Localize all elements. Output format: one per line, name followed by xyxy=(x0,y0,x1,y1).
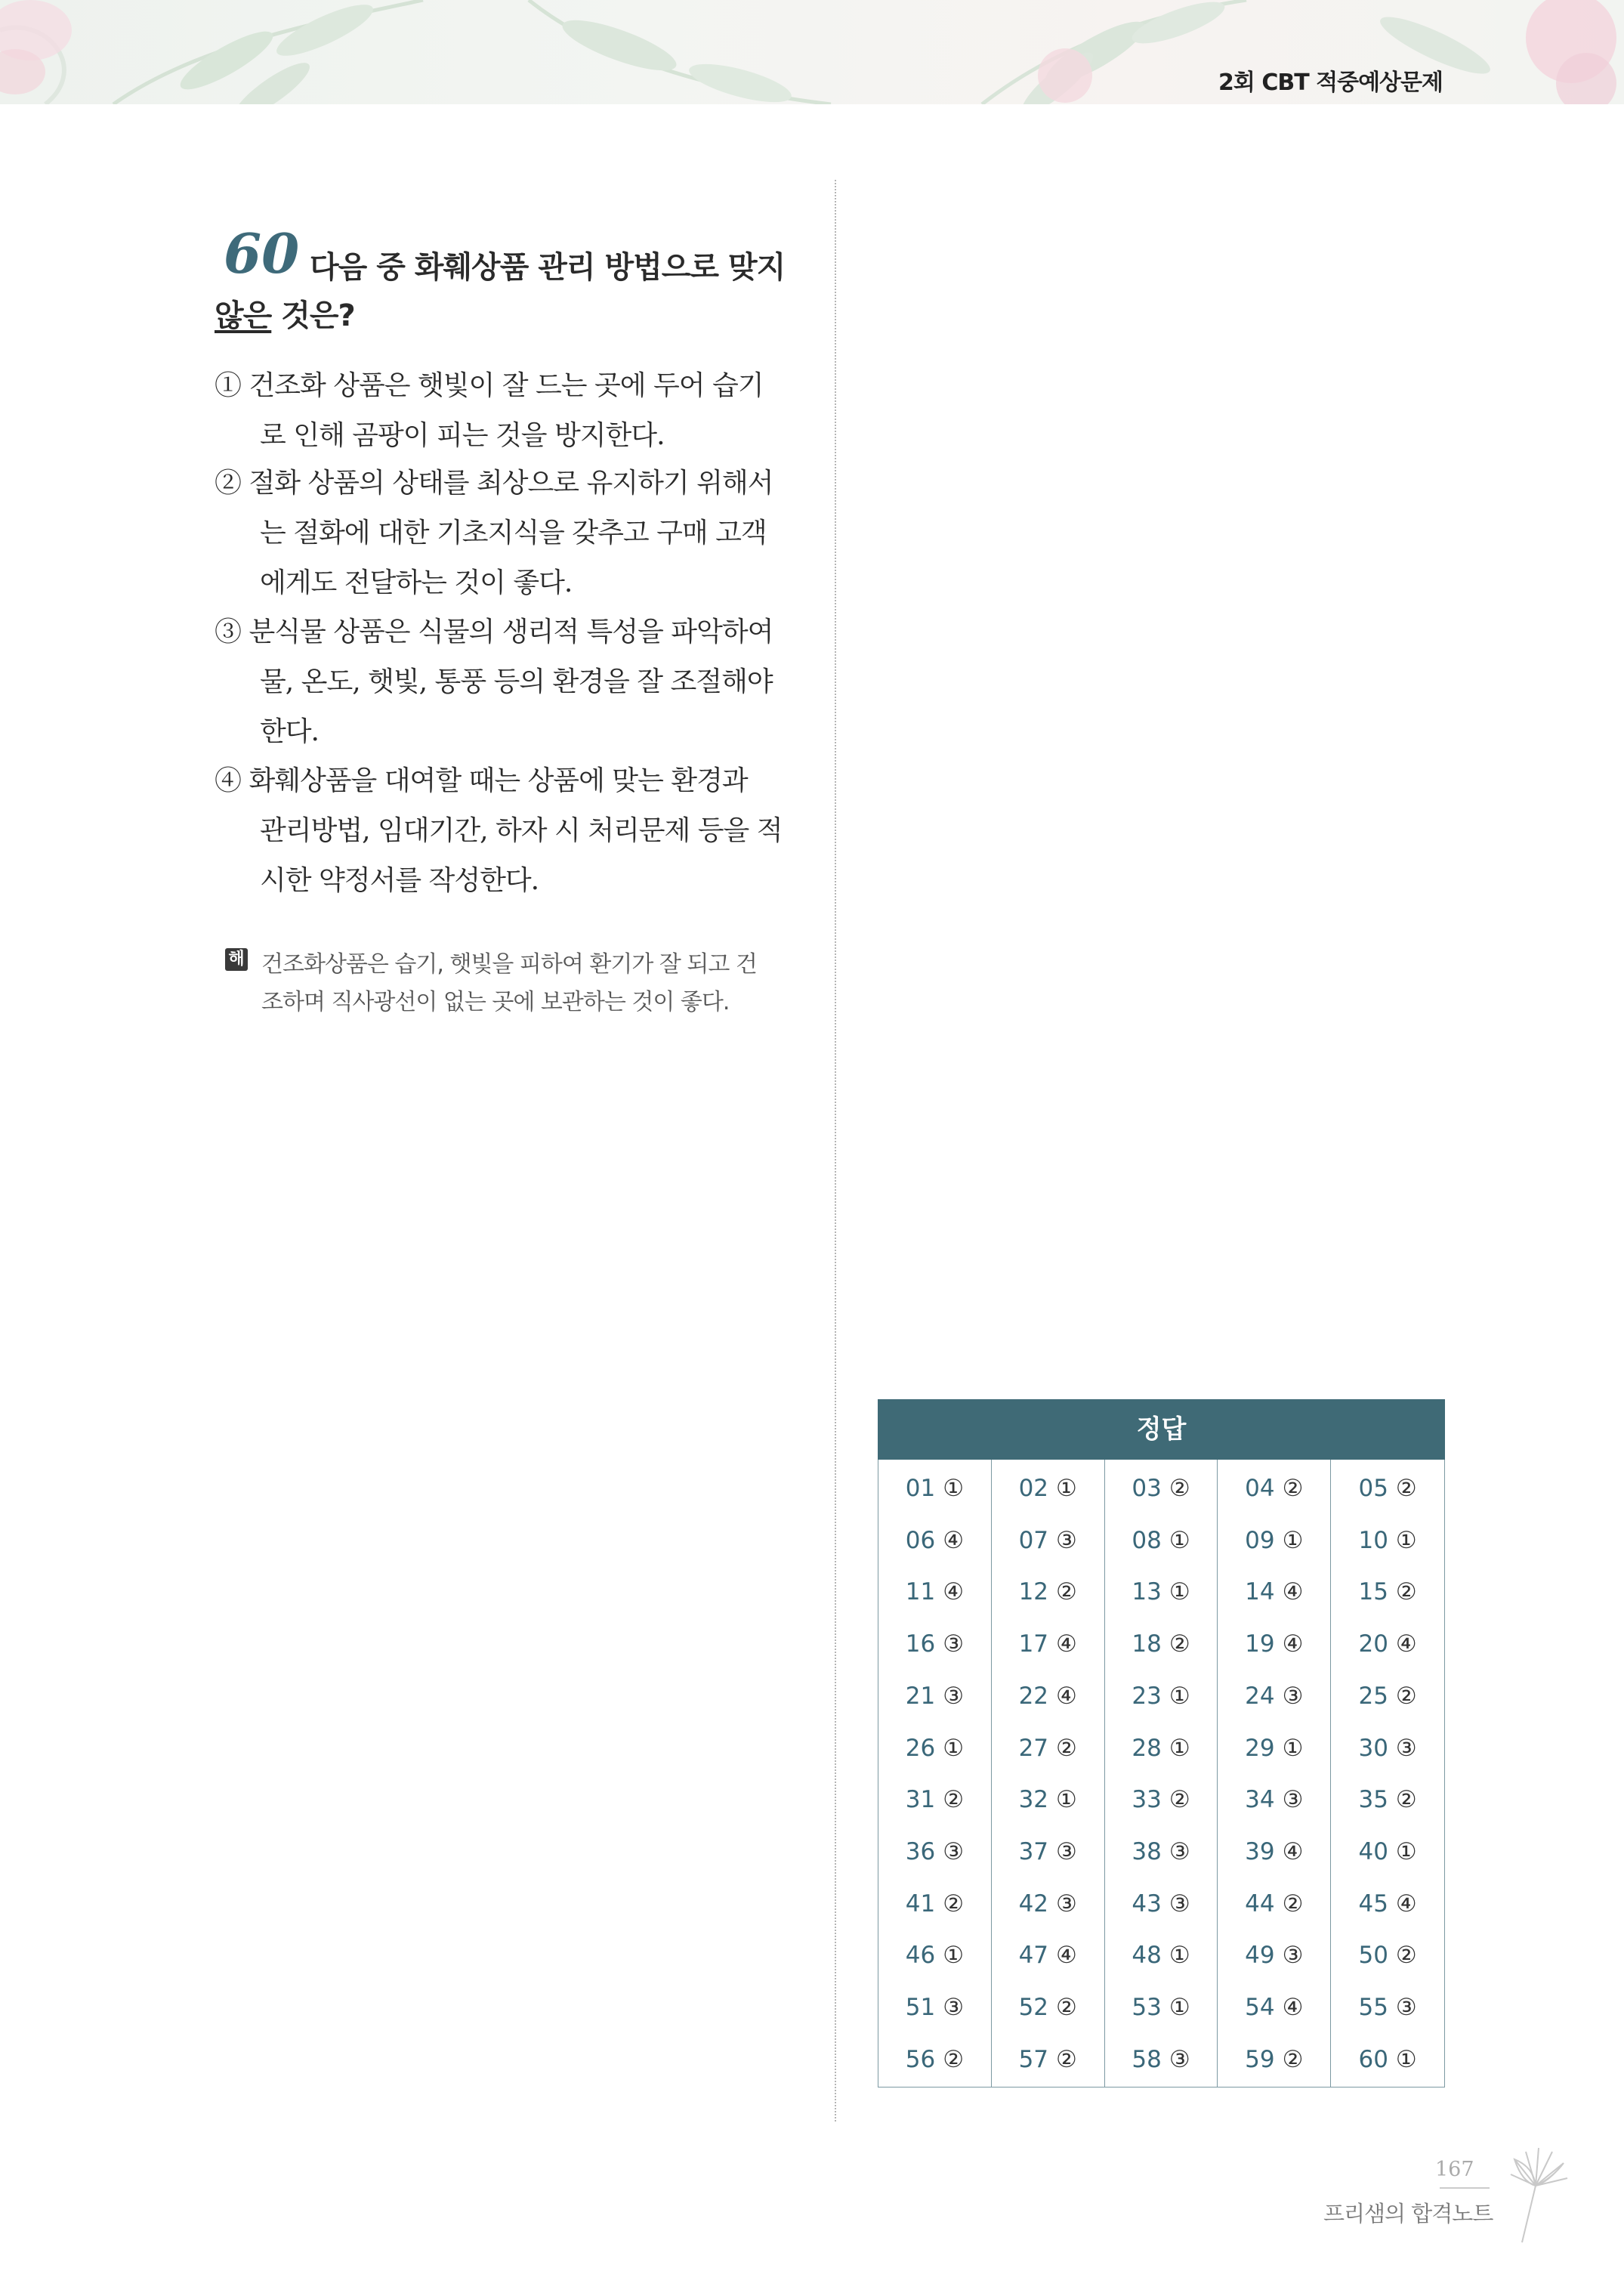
answer-number: 24 xyxy=(1245,1682,1275,1710)
answer-cell xyxy=(992,1735,1104,1762)
answer-choice: ① xyxy=(1282,1526,1304,1554)
answer-choice: ④ xyxy=(1395,1630,1417,1658)
answer-choice: ④ xyxy=(1056,1630,1077,1658)
answer-number: 57 xyxy=(1018,2045,1049,2073)
answer-number: 52 xyxy=(1018,1994,1049,2021)
answer-number: 42 xyxy=(1018,1890,1049,1918)
answer-number: 43 xyxy=(1132,1890,1162,1918)
answer-choice: ① xyxy=(1395,1837,1417,1865)
answer-number: 36 xyxy=(905,1837,936,1865)
option-line: 물, 온도, 햇빛, 통풍 등의 환경을 잘 조절해야 xyxy=(260,666,773,697)
answer-number: 33 xyxy=(1132,1786,1162,1814)
answer-cell xyxy=(1105,1527,1218,1554)
answer-number: 31 xyxy=(905,1786,936,1814)
answer-choice: ③ xyxy=(1395,1994,1417,2021)
answer-cell xyxy=(1105,1994,1218,2021)
answer-cell xyxy=(878,1475,991,1502)
answer-number: 44 xyxy=(1245,1890,1275,1918)
option-line: ④ 화훼상품을 대여할 때는 상품에 맞는 환경과 xyxy=(215,765,748,796)
answer-choice: ② xyxy=(943,1890,965,1918)
answer-number: 47 xyxy=(1018,1942,1049,1970)
answer-cell xyxy=(1218,1890,1330,1918)
answer-cell xyxy=(1218,1735,1330,1762)
page-header-title: 2회 CBT 적중예상문제 xyxy=(1218,70,1443,96)
answer-number: 48 xyxy=(1132,1942,1162,1970)
answer-number: 45 xyxy=(1358,1890,1388,1918)
answer-number: 58 xyxy=(1132,2045,1162,2073)
answer-number: 14 xyxy=(1245,1578,1275,1606)
answer-cell xyxy=(992,1994,1104,2021)
answer-number: 08 xyxy=(1132,1526,1162,1554)
answer-choice: ③ xyxy=(1395,1734,1417,1762)
answer-choice: ② xyxy=(1169,1786,1190,1814)
answer-choice: ② xyxy=(1395,1682,1417,1710)
answer-cell xyxy=(1218,2046,1330,2073)
answer-choice: ① xyxy=(1395,2045,1417,2073)
answer-cell xyxy=(878,1890,991,1918)
explanation-line: 건조화상품은 습기, 햇빛을 피하여 환기가 잘 되고 건 xyxy=(261,951,757,978)
answer-number: 18 xyxy=(1132,1630,1162,1658)
answer-cell xyxy=(1105,1578,1218,1605)
answer-number: 59 xyxy=(1245,2045,1275,2073)
underlined-word: 않은 xyxy=(215,298,272,333)
answer-choice: ② xyxy=(1282,1475,1304,1502)
answer-number: 56 xyxy=(905,2045,936,2073)
answer-choice: ① xyxy=(1282,1734,1304,1762)
answer-number: 38 xyxy=(1132,1837,1162,1865)
option-line: 한다. xyxy=(260,716,319,747)
answer-choice: ② xyxy=(943,2045,965,2073)
answer-number: 27 xyxy=(1018,1734,1049,1762)
answer-choice: ① xyxy=(1169,1682,1190,1710)
answer-cell xyxy=(992,1475,1104,1502)
answer-column xyxy=(992,1460,1105,2087)
question-number: 60 xyxy=(224,221,300,286)
option-line: ③ 분식물 상품은 식물의 생리적 특성을 파악하여 xyxy=(215,617,773,647)
answer-number: 46 xyxy=(905,1942,936,1970)
answer-column xyxy=(1331,1460,1444,2087)
answer-number: 10 xyxy=(1358,1526,1388,1554)
answer-choice: ③ xyxy=(1169,2045,1190,2073)
answer-number: 21 xyxy=(905,1682,936,1710)
flower-icon xyxy=(1492,2144,1582,2250)
answer-number: 40 xyxy=(1358,1837,1388,1865)
answer-cell xyxy=(992,2046,1104,2073)
answer-number: 23 xyxy=(1132,1682,1162,1710)
answer-choice: ② xyxy=(1395,1786,1417,1814)
answer-cell xyxy=(878,1838,991,1865)
answer-cell xyxy=(878,1630,991,1658)
answer-cell xyxy=(1105,1475,1218,1502)
answer-number: 03 xyxy=(1132,1475,1162,1502)
answer-choice: ③ xyxy=(943,1994,965,2021)
answer-cell xyxy=(1218,1942,1330,1969)
answer-choice: ① xyxy=(943,1475,965,1502)
answer-cell xyxy=(1218,1838,1330,1865)
answer-number: 01 xyxy=(905,1475,936,1502)
answer-choice: ① xyxy=(1169,1526,1190,1554)
answer-number: 22 xyxy=(1018,1682,1049,1710)
answer-number: 41 xyxy=(905,1890,936,1918)
answer-number: 13 xyxy=(1132,1578,1162,1606)
answer-cell xyxy=(1105,1630,1218,1658)
answer-cell xyxy=(878,1994,991,2021)
answer-number: 17 xyxy=(1018,1630,1049,1658)
answer-number: 11 xyxy=(905,1578,936,1606)
answer-cell xyxy=(1218,1578,1330,1605)
answer-choice: ③ xyxy=(1282,1786,1304,1814)
answer-cell xyxy=(992,1683,1104,1710)
answer-cell xyxy=(878,1942,991,1969)
answer-cell xyxy=(992,1890,1104,1918)
answer-cell xyxy=(1331,1942,1444,1969)
answer-cell xyxy=(1105,1838,1218,1865)
answer-cell xyxy=(1331,1994,1444,2021)
answer-choice: ③ xyxy=(1056,1890,1077,1918)
answer-choice: ① xyxy=(1056,1786,1077,1814)
answer-number: 25 xyxy=(1358,1682,1388,1710)
answer-cell xyxy=(878,2046,991,2073)
answer-number: 06 xyxy=(905,1526,936,1554)
answer-choice: ③ xyxy=(1056,1837,1077,1865)
answer-number: 55 xyxy=(1358,1994,1388,2021)
answer-cell xyxy=(878,1735,991,1762)
answer-choice: ① xyxy=(1169,1578,1190,1606)
answer-choice: ① xyxy=(1169,1734,1190,1762)
answer-cell xyxy=(878,1578,991,1605)
answer-choice: ② xyxy=(1282,2045,1304,2073)
answer-column xyxy=(1218,1460,1331,2087)
answer-cell xyxy=(1331,2046,1444,2073)
answer-cell xyxy=(1105,1683,1218,1710)
answer-cell xyxy=(1105,1942,1218,1969)
answer-number: 15 xyxy=(1358,1578,1388,1606)
answer-choice: ② xyxy=(1395,1942,1417,1970)
answer-table-header: 정답 xyxy=(878,1399,1445,1460)
answer-cell xyxy=(878,1527,991,1554)
answer-choice: ③ xyxy=(943,1682,965,1710)
answer-number: 07 xyxy=(1018,1526,1049,1554)
answer-choice: ② xyxy=(1395,1578,1417,1606)
question-text-line1: 다음 중 화훼상품 관리 방법으로 맞지 xyxy=(310,250,786,285)
answer-choice: ① xyxy=(1056,1475,1077,1502)
answer-cell xyxy=(1218,1683,1330,1710)
answer-number: 30 xyxy=(1358,1734,1388,1762)
answer-choice: ① xyxy=(1169,1994,1190,2021)
answer-cell xyxy=(1331,1630,1444,1658)
answer-number: 32 xyxy=(1018,1786,1049,1814)
answer-cell xyxy=(1331,1890,1444,1918)
answer-cell xyxy=(878,1683,991,1710)
answer-cell xyxy=(1331,1527,1444,1554)
answer-choice: ② xyxy=(1056,2045,1077,2073)
answer-cell xyxy=(1331,1786,1444,1813)
answer-choice: ③ xyxy=(1056,1526,1077,1554)
answer-cell xyxy=(992,1942,1104,1969)
answer-table xyxy=(878,1460,1445,2087)
answer-cell xyxy=(1218,1786,1330,1813)
answer-choice: ④ xyxy=(1282,1994,1304,2021)
answer-choice: ② xyxy=(1282,1890,1304,1918)
question-text-line2 xyxy=(215,292,355,335)
answer-choice: ② xyxy=(1395,1475,1417,1502)
answer-number: 50 xyxy=(1358,1942,1388,1970)
option-line: ① 건조화 상품은 햇빛이 잘 드는 곳에 두어 습기 xyxy=(215,370,764,401)
option-line: ② 절화 상품의 상태를 최상으로 유지하기 위해서 xyxy=(215,468,773,499)
answer-choice: ④ xyxy=(943,1526,965,1554)
answer-cell xyxy=(878,1786,991,1813)
answer-number: 16 xyxy=(905,1630,936,1658)
answer-choice: ④ xyxy=(1282,1578,1304,1606)
answer-cell xyxy=(1331,1838,1444,1865)
answer-choice: ③ xyxy=(1282,1682,1304,1710)
answer-choice: ③ xyxy=(943,1630,965,1658)
answer-choice: ③ xyxy=(943,1837,965,1865)
explanation-badge: 해 xyxy=(225,948,248,971)
answer-cell xyxy=(1331,1735,1444,1762)
answer-cell xyxy=(1105,2046,1218,2073)
answer-cell xyxy=(1218,1527,1330,1554)
answer-number: 35 xyxy=(1358,1786,1388,1814)
option-line: 시한 약정서를 작성한다. xyxy=(260,865,539,896)
answer-choice: ② xyxy=(1169,1475,1190,1502)
answer-number: 12 xyxy=(1018,1578,1049,1606)
answer-number: 34 xyxy=(1245,1786,1275,1814)
answer-number: 60 xyxy=(1358,2045,1388,2073)
answer-number: 26 xyxy=(905,1734,936,1762)
answer-choice: ② xyxy=(1056,1994,1077,2021)
option-line: 에게도 전달하는 것이 좋다. xyxy=(260,567,573,598)
answer-cell xyxy=(992,1578,1104,1605)
answer-cell xyxy=(1218,1475,1330,1502)
answer-number: 49 xyxy=(1245,1942,1275,1970)
answer-choice: ① xyxy=(943,1942,965,1970)
answer-number: 53 xyxy=(1132,1994,1162,2021)
option-line: 로 인해 곰팡이 피는 것을 방지한다. xyxy=(260,420,665,451)
answer-number: 28 xyxy=(1132,1734,1162,1762)
answer-number: 05 xyxy=(1358,1475,1388,1502)
answer-choice: ④ xyxy=(943,1578,965,1606)
answer-choice: ① xyxy=(943,1734,965,1762)
answer-cell xyxy=(1218,1994,1330,2021)
answer-choice: ④ xyxy=(1395,1890,1417,1918)
answer-number: 02 xyxy=(1018,1475,1049,1502)
answer-choice: ① xyxy=(1395,1526,1417,1554)
answer-cell xyxy=(1331,1683,1444,1710)
book-title: 프리샘의 합격노트 xyxy=(1323,2201,1493,2227)
answer-cell xyxy=(992,1838,1104,1865)
answer-choice: ② xyxy=(1169,1630,1190,1658)
answer-choice: ④ xyxy=(1282,1630,1304,1658)
answer-number: 39 xyxy=(1245,1837,1275,1865)
option-line: 관리방법, 임대기간, 하자 시 처리문제 등을 적 xyxy=(260,815,783,846)
answer-choice: ② xyxy=(1056,1734,1077,1762)
answer-number: 37 xyxy=(1018,1837,1049,1865)
answer-choice: ④ xyxy=(1282,1837,1304,1865)
answer-cell xyxy=(992,1630,1104,1658)
answer-choice: ① xyxy=(1169,1942,1190,1970)
answer-choice: ② xyxy=(943,1786,965,1814)
answer-choice: ③ xyxy=(1169,1837,1190,1865)
answer-cell xyxy=(1218,1630,1330,1658)
answer-choice: ③ xyxy=(1282,1942,1304,1970)
answer-cell xyxy=(1105,1735,1218,1762)
page-number: 167 xyxy=(1435,2158,1474,2181)
answer-number: 29 xyxy=(1245,1734,1275,1762)
answer-column xyxy=(878,1460,992,2087)
option-line: 는 절화에 대한 기초지식을 갖추고 구매 고객 xyxy=(260,518,767,549)
answer-cell xyxy=(1105,1890,1218,1918)
answer-number: 20 xyxy=(1358,1630,1388,1658)
answer-cell xyxy=(1331,1475,1444,1502)
answer-choice: ④ xyxy=(1056,1682,1077,1710)
answer-cell xyxy=(1331,1578,1444,1605)
answer-number: 19 xyxy=(1245,1630,1275,1658)
answer-number: 09 xyxy=(1245,1526,1275,1554)
answer-choice: ③ xyxy=(1169,1890,1190,1918)
explanation-line: 조하며 직사광선이 없는 곳에 보관하는 것이 좋다. xyxy=(261,989,730,1015)
answer-cell xyxy=(992,1786,1104,1813)
answer-number: 51 xyxy=(905,1994,936,2021)
footer-divider xyxy=(1440,2187,1490,2189)
answer-number: 04 xyxy=(1245,1475,1275,1502)
answer-column xyxy=(1105,1460,1218,2087)
answer-choice: ② xyxy=(1056,1578,1077,1606)
answer-cell xyxy=(992,1527,1104,1554)
answer-cell xyxy=(1105,1786,1218,1813)
answer-choice: ④ xyxy=(1056,1942,1077,1970)
column-divider xyxy=(835,180,836,2121)
question-text-rest: 것은? xyxy=(271,298,355,333)
answer-number: 54 xyxy=(1245,1994,1275,2021)
